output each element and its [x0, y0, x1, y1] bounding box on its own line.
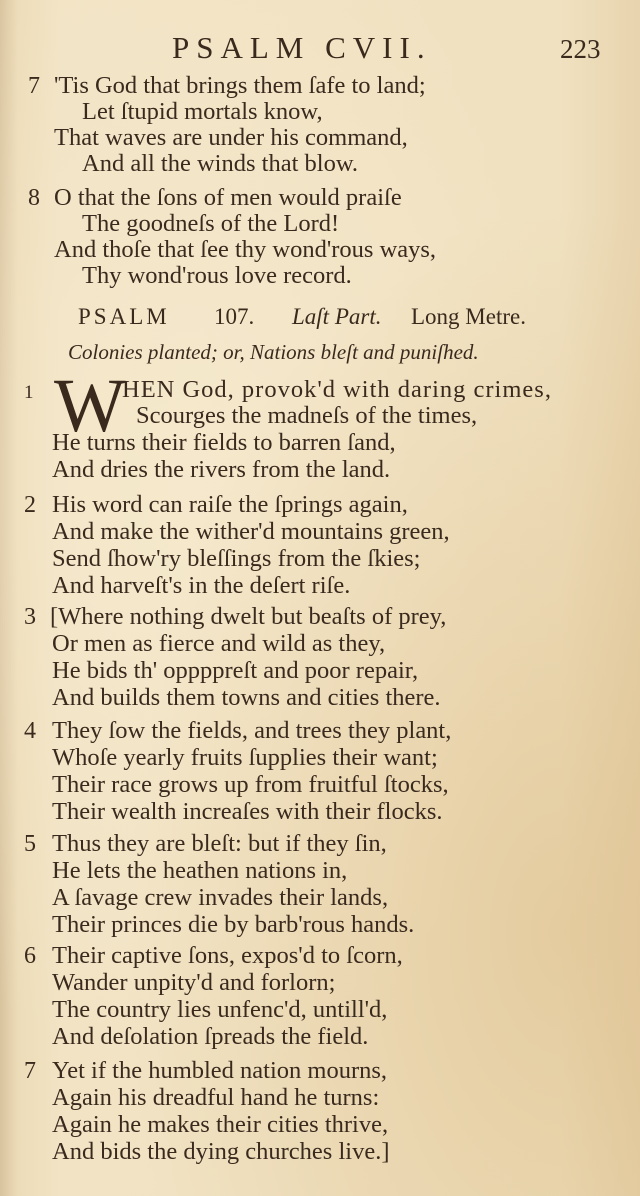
- verse-line: And all the winds that blow.: [82, 150, 359, 177]
- verse-line: 'Tis God that brings them ſafe to land;: [54, 72, 426, 99]
- heading-psalm-label: PSALM: [78, 304, 170, 329]
- drop-cap: W: [54, 364, 126, 448]
- verse-line: Thy wond'rous love record.: [82, 262, 352, 289]
- verse-line: [Where nothing dwelt but beaſts of prey,: [50, 603, 447, 630]
- running-head-title: PSALM CVII.: [172, 30, 432, 65]
- verse-line: His word can raiſe the ſprings again,: [52, 491, 408, 518]
- heading-psalm-number: 107.: [214, 304, 255, 329]
- verse-line: HEN God, provok'd with daring crimes,: [122, 376, 552, 403]
- psalm-subtitle: Colonies planted; or, Nations bleſt and puniſhed.: [68, 340, 479, 364]
- verse-line: The goodneſs of the Lord!: [82, 210, 340, 237]
- stanza-number: 5: [24, 831, 36, 857]
- page-number: 223: [560, 34, 601, 64]
- verse-line: And deſolation ſpreads the field.: [52, 1023, 369, 1050]
- verse-line: Again his dreadful hand he turns:: [52, 1084, 380, 1111]
- verse-line: He lets the heathen nations in,: [52, 857, 348, 884]
- stanza-number: 2: [24, 492, 36, 518]
- heading-part: Laſt Part.: [292, 304, 382, 329]
- verse-line: A ſavage crew invades their lands,: [52, 884, 389, 911]
- verse-line: And dries the rivers from the land.: [52, 456, 391, 483]
- verse-line: Or men as fierce and wild as they,: [52, 630, 386, 657]
- verse-line: Whoſe yearly fruits ſupplies their want;: [52, 744, 438, 771]
- stanza-number: 8: [28, 185, 40, 211]
- verse-line: Wander unpity'd and forlorn;: [52, 969, 336, 996]
- verse-line: Their princes die by barb'rous hands.: [52, 911, 415, 938]
- verse-line: The country lies unfenc'd, untill'd,: [52, 996, 388, 1023]
- verse-line: O that the ſons of men would praiſe: [54, 184, 402, 211]
- verse-line: That waves are under his command,: [54, 124, 408, 151]
- verse-line: Scourges the madneſs of the times,: [136, 402, 478, 429]
- verse-line: They ſow the fields, and trees they plant,: [52, 717, 452, 744]
- verse-line: And harveſt's in the deſert riſe.: [52, 572, 351, 599]
- verse-line: Their race grows up from fruitful ſtocks,: [52, 771, 449, 798]
- running-head: [0, 30, 640, 70]
- stanza-number: 6: [24, 943, 36, 969]
- verse-line: He turns their fields to barren ſand,: [52, 429, 396, 456]
- verse-line: And thoſe that ſee thy wond'rous ways,: [54, 236, 437, 263]
- verse-line: Let ſtupid mortals know,: [82, 98, 323, 125]
- stanza-number: 3: [24, 604, 36, 630]
- stanza-number: 4: [24, 718, 36, 744]
- verse-line: And make the wither'd mountains green,: [52, 518, 450, 545]
- section-heading: [0, 304, 640, 338]
- heading-metre: Long Metre.: [411, 304, 526, 329]
- stanza-number: 7: [28, 73, 40, 99]
- verse-line: He bids th' oppppreſt and poor repair,: [52, 657, 419, 684]
- verse-line: Yet if the humbled nation mourns,: [52, 1057, 388, 1084]
- verse-line: Again he makes their cities thrive,: [52, 1111, 389, 1138]
- stanza-number: 1: [24, 382, 34, 403]
- verse-line: And bids the dying churches live.]: [52, 1138, 390, 1165]
- verse-line: Their wealth increaſes with their flocks.: [52, 798, 443, 825]
- verse-line: Send ſhow'ry bleſſings from the ſkies;: [52, 545, 421, 572]
- verse-line: Thus they are bleſt: but if they ſin,: [52, 830, 387, 857]
- verse-line: And builds them towns and cities there.: [52, 684, 441, 711]
- stanza-number: 7: [24, 1058, 36, 1084]
- verse-line: Their captive ſons, expos'd to ſcorn,: [52, 942, 403, 969]
